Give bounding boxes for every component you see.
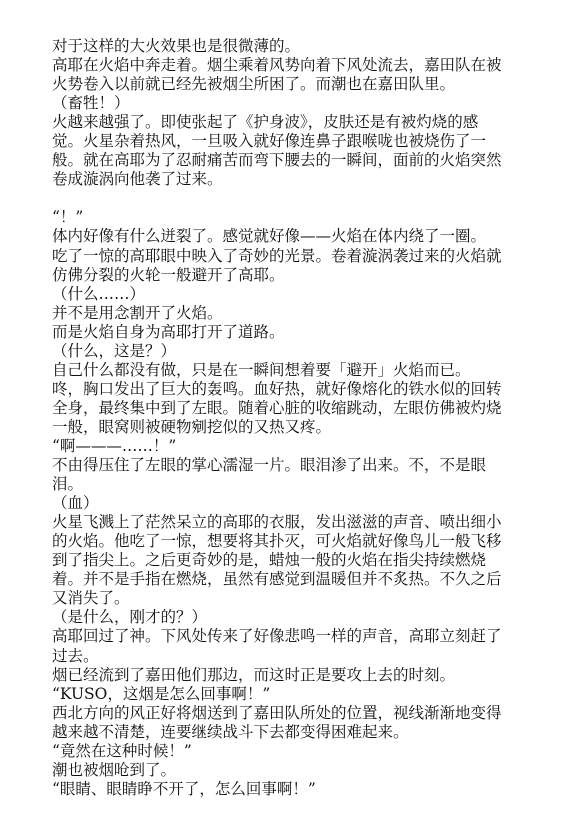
paragraph xyxy=(52,456,572,494)
text-line: 到了指尖上。之后更奇妙的是，蜡烛一般的火焰在指尖持续燃烧 xyxy=(52,551,487,570)
paragraph xyxy=(52,56,572,94)
text-line: 般。就在高耶为了忍耐痛苦而弯下腰去的一瞬间，面前的火焰突然 xyxy=(52,151,502,170)
text-line: 卷成漩涡向他袭了过来。 xyxy=(52,170,223,189)
paragraph xyxy=(52,285,572,304)
text-line: （什么……） xyxy=(52,284,146,303)
paragraph xyxy=(52,685,572,704)
text-line: “KUSO，这烟是怎么回事啊！” xyxy=(52,684,271,703)
paragraph xyxy=(52,761,572,780)
paragraph xyxy=(52,704,572,742)
document-body xyxy=(52,37,572,799)
text-line: 潮也被烟呛到了。 xyxy=(52,760,177,779)
text-line: （血） xyxy=(52,494,99,513)
paragraph xyxy=(52,361,572,380)
text-line: 全身，最终集中到了左眼。随着心脏的收缩跳动，左眼仿佛被灼烧 xyxy=(52,398,502,417)
text-line: 高耶在火焰中奔走着。烟尘乘着风势向着下风处流去，嘉田队在被 xyxy=(52,56,502,75)
paragraph xyxy=(52,742,572,761)
paragraph xyxy=(52,247,572,285)
text-line: 又消失了。 xyxy=(52,589,130,608)
text-line: 并不是用念割开了火焰。 xyxy=(52,303,223,322)
text-line: “竟然在这种时候！” xyxy=(52,741,192,760)
paragraph xyxy=(52,437,572,456)
text-line: 不由得压住了左眼的掌心濡湿一片。眼泪渗了出来。不，不是眼 xyxy=(52,456,487,475)
paragraph xyxy=(52,323,572,342)
text-line: 体内好像有什么迸裂了。感觉就好像——火焰在体内绕了一圈。 xyxy=(52,227,487,246)
paragraph xyxy=(52,113,572,189)
text-line: （什么，这是？） xyxy=(52,341,177,360)
text-line: 越来越不清楚，连要继续战斗下去都变得困难起来。 xyxy=(52,722,409,741)
text-line: 而是火焰自身为高耶打开了道路。 xyxy=(52,322,285,341)
text-line: 的火焰。他吃了一惊，想要将其扑灭，可火焰就好像鸟儿一般飞移 xyxy=(52,532,502,551)
paragraph xyxy=(52,627,572,665)
text-line: 泪。 xyxy=(52,475,84,494)
blank-line xyxy=(52,189,572,208)
text-line: 高耶回过了神。下风处传来了好像悲鸣一样的声音，高耶立刻赶了 xyxy=(52,627,502,646)
paragraph xyxy=(52,37,572,56)
text-line: 火越来越强了。即使张起了《护身波》，皮肤还是有被灼烧的感 xyxy=(52,113,479,132)
text-line: 觉。火星杂着热风，一旦吸入就好像连鼻子跟喉咙也被烧伤了一 xyxy=(52,132,487,151)
text-line: 火星飞溅上了茫然呆立的高耶的衣服，发出滋滋的声音、喷出细小 xyxy=(52,513,502,532)
text-line: “啊———……！” xyxy=(52,436,177,455)
text-line: 火势卷入以前就已经先被烟尘所困了。而潮也在嘉田队里。 xyxy=(52,75,456,94)
paragraph xyxy=(52,227,572,246)
text-line: （畜牲！） xyxy=(52,94,130,113)
text-line: 自己什么都没有做，只是在一瞬间想着要「避开」火焰而已。 xyxy=(52,360,471,379)
text-line: “眼睛、眼睛睁不开了，怎么回事啊！” xyxy=(52,779,316,798)
paragraph xyxy=(52,304,572,323)
paragraph xyxy=(52,380,572,437)
text-line: 咚，胸口发出了巨大的轰鸣。血好热，就好像熔化的铁水似的回转 xyxy=(52,379,502,398)
text-line: 对于这样的大火效果也是很微薄的。 xyxy=(52,37,301,55)
paragraph xyxy=(52,608,572,627)
text-line: 一般，眼窝则被硬物剜挖似的又热又疼。 xyxy=(52,417,332,436)
paragraph xyxy=(52,780,572,799)
text-line: （是什么，刚才的？） xyxy=(52,608,208,627)
paragraph xyxy=(52,666,572,685)
paragraph xyxy=(52,494,572,513)
paragraph xyxy=(52,94,572,113)
text-line: 西北方向的风正好将烟送到了嘉田队所处的位置，视线渐渐地变得 xyxy=(52,703,502,722)
text-line: 仿佛分裂的火轮一般避开了高耶。 xyxy=(52,265,285,284)
paragraph xyxy=(52,342,572,361)
paragraph xyxy=(52,208,572,227)
text-line: 烟已经流到了嘉田他们那边，而这时正是要攻上去的时刻。 xyxy=(52,665,456,684)
text-line: 吃了一惊的高耶眼中映入了奇妙的光景。卷着漩涡袭过来的火焰就 xyxy=(52,246,502,265)
paragraph xyxy=(52,513,572,608)
text-line: 着。并不是手指在燃烧，虽然有感觉到温暖但并不炙热。不久之后 xyxy=(52,570,502,589)
text-line: “！” xyxy=(52,208,84,227)
text-line: 过去。 xyxy=(52,646,99,665)
